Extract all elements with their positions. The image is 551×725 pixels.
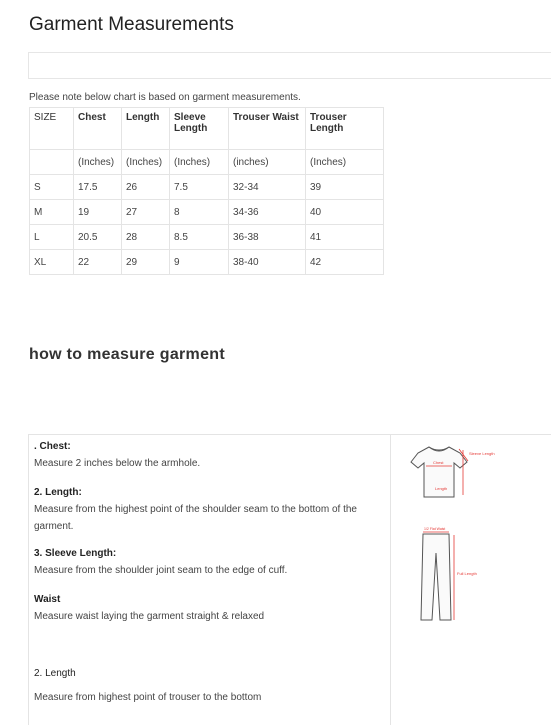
size-cell: XL	[30, 250, 74, 275]
unit-cell	[30, 150, 74, 175]
waist-cell: 32-34	[229, 175, 306, 200]
instruction-text: Measure from the highest point of the shoulder seam to the bottom of the garment.	[34, 504, 357, 532]
instruction-heading: 3. Sleeve Length:	[34, 548, 117, 559]
size-cell: M	[30, 200, 74, 225]
chest-cell: 20.5	[74, 225, 122, 250]
trouser-outline-icon	[421, 534, 451, 620]
chest-cell: 17.5	[74, 175, 122, 200]
sleeve-figure-label: Sleeve Length	[469, 451, 495, 456]
unit-cell: (inches)	[229, 150, 306, 175]
instruction-heading: 2. Length:	[34, 487, 82, 498]
header-length: Length	[122, 108, 170, 150]
chest-cell: 22	[74, 250, 122, 275]
instruction-text: Measure from highest point of trouser to the bottom	[34, 692, 262, 703]
size-chart-table	[29, 107, 384, 275]
instruction-text: Measure from the shoulder joint seam to the edge of cuff.	[34, 565, 288, 576]
instruction-waist	[34, 591, 389, 625]
header-trouser-length: Trouser Length	[306, 108, 384, 150]
how-to-measure-title: how to measure garment	[29, 346, 225, 363]
length-cell: 26	[122, 175, 170, 200]
waist-cell: 34-36	[229, 200, 306, 225]
instruction-text: Measure 2 inches below the armhole.	[34, 458, 201, 469]
header-sleeve-length: Sleeve Length	[170, 108, 229, 150]
instruction-chest	[34, 438, 389, 472]
size-cell: L	[30, 225, 74, 250]
waist-cell: 36-38	[229, 225, 306, 250]
header-chest: Chest	[74, 108, 122, 150]
unit-cell: (Inches)	[170, 150, 229, 175]
length-cell: 28	[122, 225, 170, 250]
table-header-row	[30, 108, 384, 150]
chest-cell: 19	[74, 200, 122, 225]
length-cell: 29	[122, 250, 170, 275]
table-row	[30, 200, 384, 225]
waist-figure-label: 1/2 Flat Waist	[424, 527, 446, 531]
table-units-row	[30, 150, 384, 175]
measurement-figures	[390, 434, 551, 725]
instruction-length	[34, 484, 389, 535]
length-cell: 27	[122, 200, 170, 225]
sleeve-cell: 7.5	[170, 175, 229, 200]
instruction-text: Measure waist laying the garment straight & relaxed	[34, 611, 265, 622]
trouser-length-cell: 42	[306, 250, 384, 275]
sleeve-cell: 8	[170, 200, 229, 225]
unit-cell: (Inches)	[306, 150, 384, 175]
header-trouser-waist: Trouser Waist	[229, 108, 306, 150]
instruction-heading: . Chest:	[34, 441, 71, 452]
instruction-trouser-length	[34, 665, 389, 706]
length-figure-label: Length	[435, 486, 448, 491]
trouser-length-cell: 39	[306, 175, 384, 200]
measurement-instructions	[28, 434, 391, 725]
waist-cell: 38-40	[229, 250, 306, 275]
instruction-heading: Waist	[34, 594, 61, 605]
title-divider-box	[28, 52, 551, 79]
instruction-sleeve-length	[34, 545, 389, 579]
garment-diagram	[391, 435, 551, 725]
size-cell: S	[30, 175, 74, 200]
table-row	[30, 225, 384, 250]
chest-figure-label: Chest	[433, 460, 444, 465]
table-row	[30, 175, 384, 200]
trouser-length-cell: 41	[306, 225, 384, 250]
chart-note: Please note below chart is based on garment measurements.	[29, 92, 301, 103]
page-title: Garment Measurements	[29, 14, 234, 35]
sleeve-cell: 9	[170, 250, 229, 275]
trouser-length-cell: 40	[306, 200, 384, 225]
unit-cell: (Inches)	[122, 150, 170, 175]
header-size: SIZE	[30, 108, 74, 150]
table-row	[30, 250, 384, 275]
full-length-figure-label: Full Length	[457, 571, 477, 576]
unit-cell: (Inches)	[74, 150, 122, 175]
instruction-heading: 2. Length	[34, 668, 76, 679]
sleeve-cell: 8.5	[170, 225, 229, 250]
